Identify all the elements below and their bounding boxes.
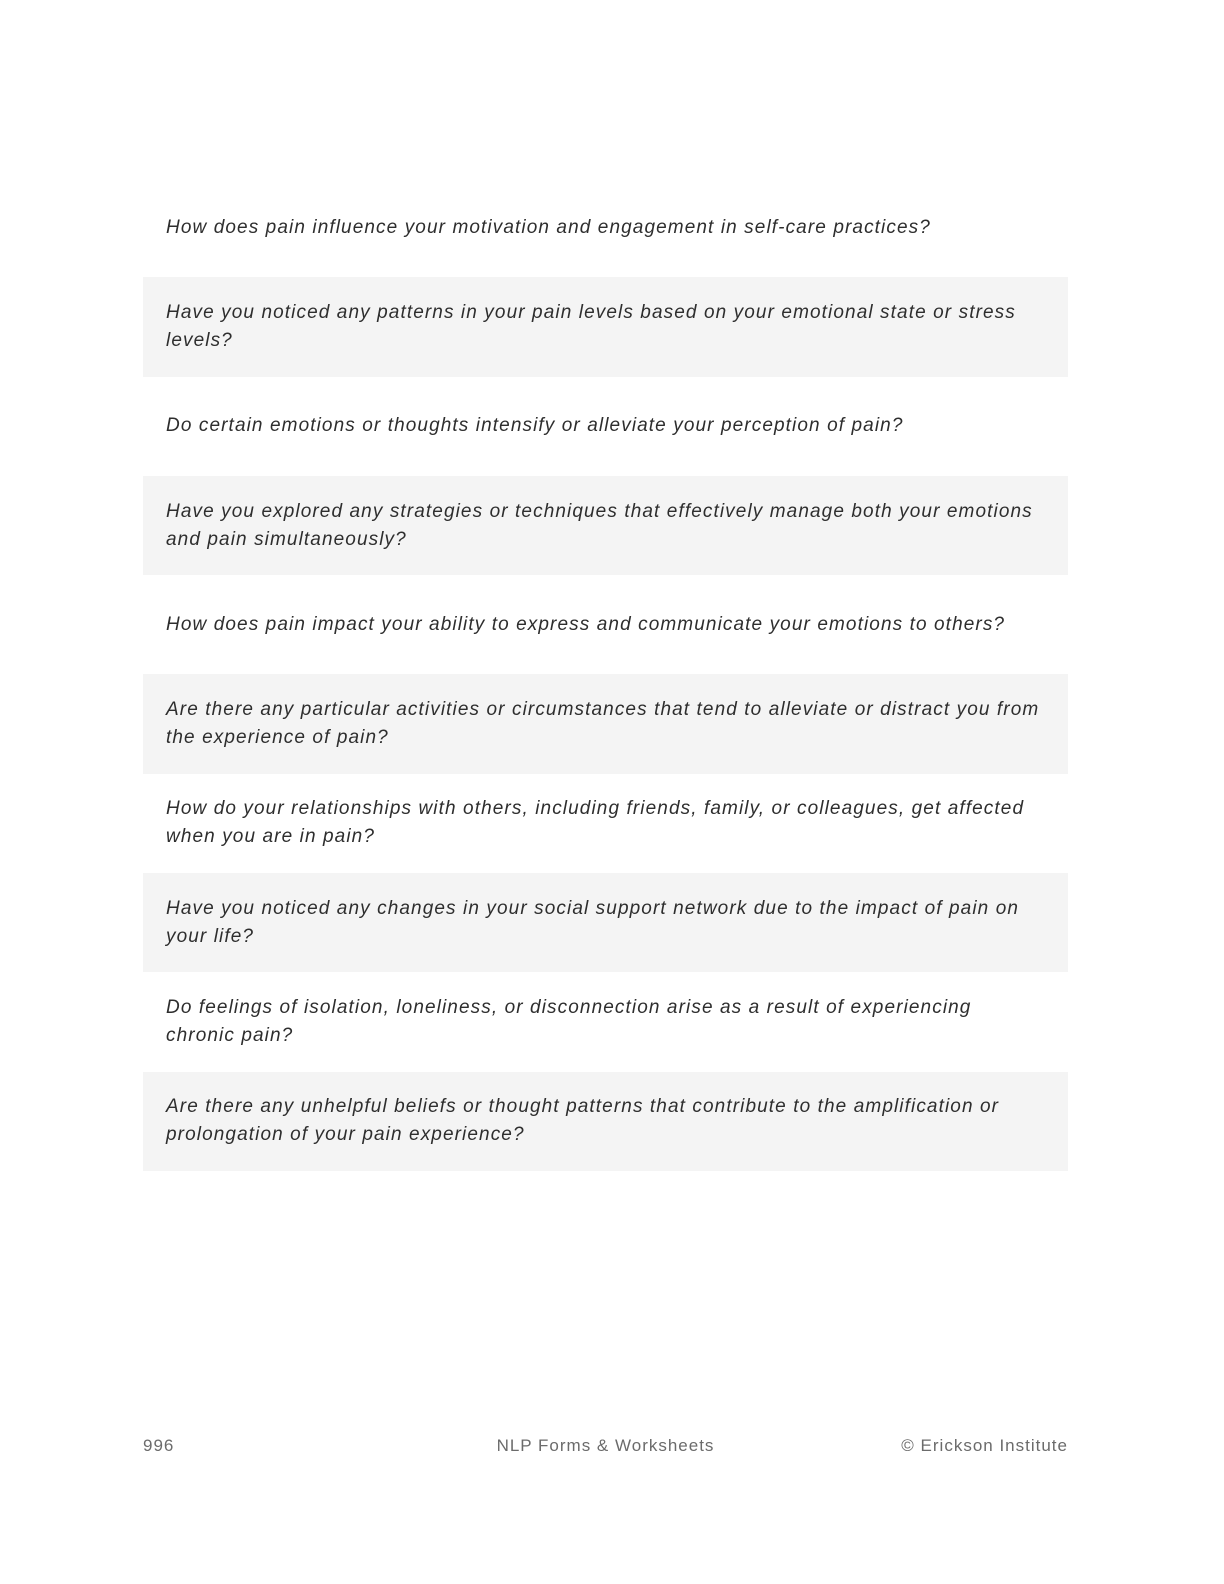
- question-text: Are there any particular activities or circumstances that tend to alleviate or distract you from the experience of pain?: [166, 699, 1040, 749]
- question-row: [143, 178, 1068, 277]
- question-row: [143, 674, 1068, 773]
- question-text: Do certain emotions or thoughts intensify or alleviate your perception of pain?: [166, 415, 904, 437]
- question-list: [143, 178, 1068, 1171]
- question-row: [143, 277, 1068, 376]
- question-text: How does pain impact your ability to express and communicate your emotions to others?: [166, 613, 1006, 635]
- question-text: How do your relationships with others, including friends, family, or colleagues, get affected when you are in pain?: [166, 798, 1025, 848]
- question-row: [143, 476, 1068, 575]
- question-row: [143, 377, 1068, 476]
- question-row: [143, 774, 1068, 873]
- question-row: [143, 873, 1068, 972]
- copyright-notice: © Erickson Institute: [901, 1436, 1068, 1455]
- question-row: [143, 1072, 1068, 1171]
- document-title: NLP Forms & Worksheets: [496, 1436, 715, 1455]
- question-text: Do feelings of isolation, loneliness, or disconnection arise as a result of experiencing chronic pain?: [166, 997, 972, 1047]
- page-footer: [143, 1436, 1068, 1460]
- page-number: 996: [143, 1436, 175, 1455]
- question-text: Have you noticed any changes in your social support network due to the impact of pain on your life?: [166, 897, 1020, 947]
- question-text: Are there any unhelpful beliefs or thought patterns that contribute to the amplification or prolongation of your pain experience?: [166, 1096, 1000, 1146]
- question-row: [143, 972, 1068, 1071]
- question-text: How does pain influence your motivation and engagement in self-care practices?: [166, 216, 931, 238]
- question-row: [143, 575, 1068, 674]
- question-text: Have you noticed any patterns in your pain levels based on your emotional state or stress levels?: [166, 301, 1016, 351]
- question-text: Have you explored any strategies or techniques that effectively manage both your emotions and pain simultaneously?: [166, 500, 1033, 550]
